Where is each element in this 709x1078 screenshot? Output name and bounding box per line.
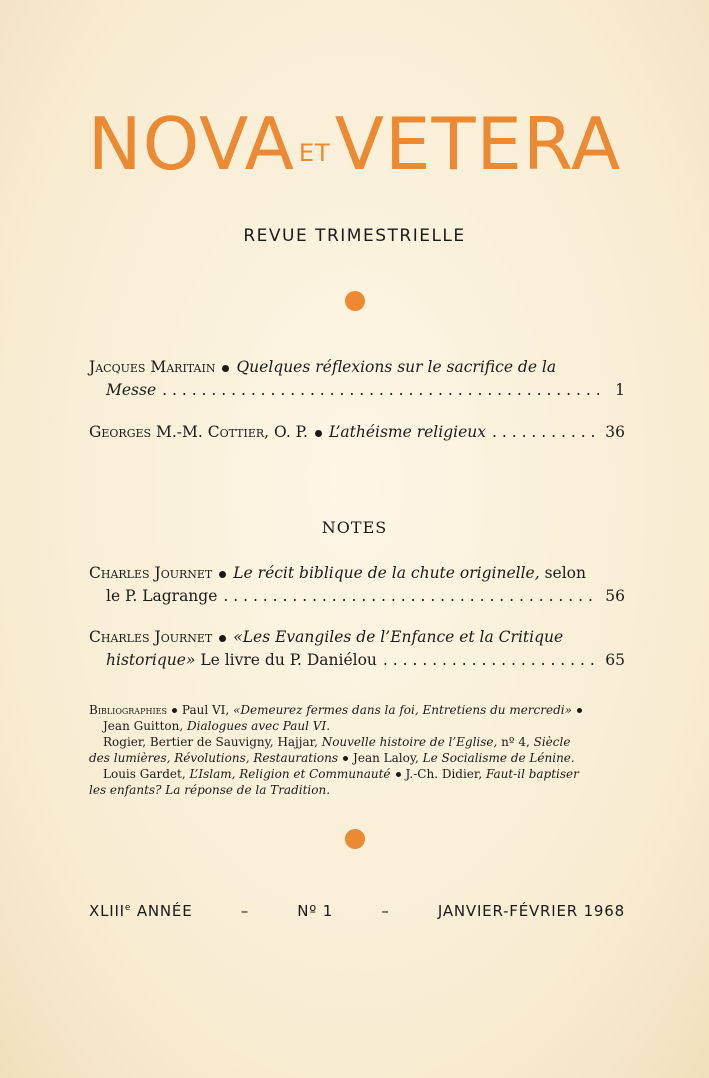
entry-title-cont: Messe — [106, 381, 157, 399]
entry-author: Charles Journet — [89, 564, 213, 582]
contents-entry — [89, 421, 625, 444]
issue-year — [89, 902, 192, 920]
entry-title: «Les Evangiles de l’Enfance et la Critique — [233, 628, 564, 646]
entry-line2: le P. Lagrange — [106, 587, 218, 605]
biblio-para — [89, 702, 625, 718]
entry-page: 56 — [605, 587, 625, 605]
biblio-para — [89, 782, 625, 798]
biblio-author: Jean Laloy, — [353, 751, 423, 765]
issue-footer — [89, 902, 625, 920]
entry-page: 1 — [615, 381, 625, 399]
entry-line — [89, 649, 625, 672]
notes-entry — [89, 562, 625, 608]
biblio-para — [89, 766, 625, 782]
bullet-icon — [172, 708, 177, 713]
bullet-icon — [315, 430, 322, 437]
bullet-icon — [219, 571, 226, 578]
biblio-para — [89, 718, 625, 734]
contents-entry — [89, 356, 625, 402]
dot-leader — [492, 421, 599, 444]
bullet-icon — [577, 708, 582, 713]
entry-line — [89, 421, 625, 444]
biblio-title: Nouvelle histoire de l’Eglise, — [321, 735, 498, 749]
biblio-title: Dialogues avec Paul VI. — [187, 719, 331, 733]
footer-dash: – — [381, 902, 390, 920]
bullet-icon — [343, 756, 348, 761]
bullet-icon — [396, 772, 401, 777]
entry-line — [89, 626, 625, 649]
year-sup: e — [124, 903, 132, 913]
dot-leader — [383, 649, 599, 672]
entry-author: Charles Journet — [89, 628, 213, 646]
year-roman: XLIII — [89, 902, 125, 920]
issue-number: Nº 1 — [297, 902, 334, 920]
entry-author: Jacques Maritain — [89, 358, 216, 376]
entry-title: Quelques réflexions sur le sacrifice de la — [236, 358, 557, 376]
entry-page: 65 — [605, 651, 625, 669]
entry-line — [89, 585, 625, 608]
dot-leader — [162, 379, 599, 402]
orange-dot-top — [345, 291, 365, 311]
biblio-title: Faut-il baptiser — [485, 767, 579, 781]
biblio-label: Bibliographies — [89, 703, 167, 717]
entry-line — [89, 356, 625, 379]
biblio-author: Rogier, Bertier de Sauvigny, Hajjar, — [103, 735, 322, 749]
biblio-author: Paul VI, — [181, 703, 234, 717]
year-label: ANNÉE — [131, 902, 193, 920]
title-vetera: VETERA — [334, 102, 622, 186]
entry-title-cont: historique» — [106, 651, 196, 669]
biblio-title: L’Islam, Religion et Communauté — [189, 767, 391, 781]
notes-entry — [89, 626, 625, 672]
biblio-title: «Demeurez fermes dans la foi, Entretiens du mercredi» — [233, 703, 572, 717]
title-et: ET — [298, 139, 331, 167]
issue-date: JANVIER-FÉVRIER 1968 — [437, 902, 625, 920]
bibliographies — [89, 702, 625, 798]
notes-heading: NOTES — [321, 518, 388, 537]
entry-title: L’athéisme religieux — [328, 423, 487, 441]
biblio-title: des lumières, Révolutions, Restaurations — [89, 751, 339, 765]
orange-dot-bottom — [345, 829, 365, 849]
journal-subtitle: REVUE TRIMESTRIELLE — [243, 226, 466, 246]
biblio-para — [89, 750, 625, 766]
biblio-author: Louis Gardet, — [103, 767, 190, 781]
biblio-title: les enfants? La réponse de la Tradition. — [89, 783, 331, 797]
entry-author: Georges M.-M. Cottier, O. P. — [89, 423, 308, 441]
bullet-icon — [222, 365, 229, 372]
biblio-title: Siècle — [533, 735, 571, 749]
biblio-title: Le Socialisme de Lénine. — [422, 751, 575, 765]
entry-title-rest: selon — [539, 564, 586, 582]
entry-line — [89, 379, 625, 402]
biblio-number: nº 4, — [497, 735, 534, 749]
biblio-author: J.-Ch. Didier, — [405, 767, 486, 781]
bullet-icon — [219, 635, 226, 642]
entry-line — [89, 562, 625, 585]
footer-dash: – — [240, 902, 250, 920]
journal-title — [0, 104, 709, 193]
entry-page: 36 — [605, 423, 625, 441]
dot-leader — [223, 585, 599, 608]
biblio-para — [89, 734, 625, 750]
title-nova: NOVA — [87, 102, 295, 186]
entry-title-rest: Le livre du P. Daniélou — [195, 651, 377, 669]
biblio-author: Jean Guitton, — [103, 719, 187, 733]
entry-title: Le récit biblique de la chute originelle, — [233, 564, 540, 582]
